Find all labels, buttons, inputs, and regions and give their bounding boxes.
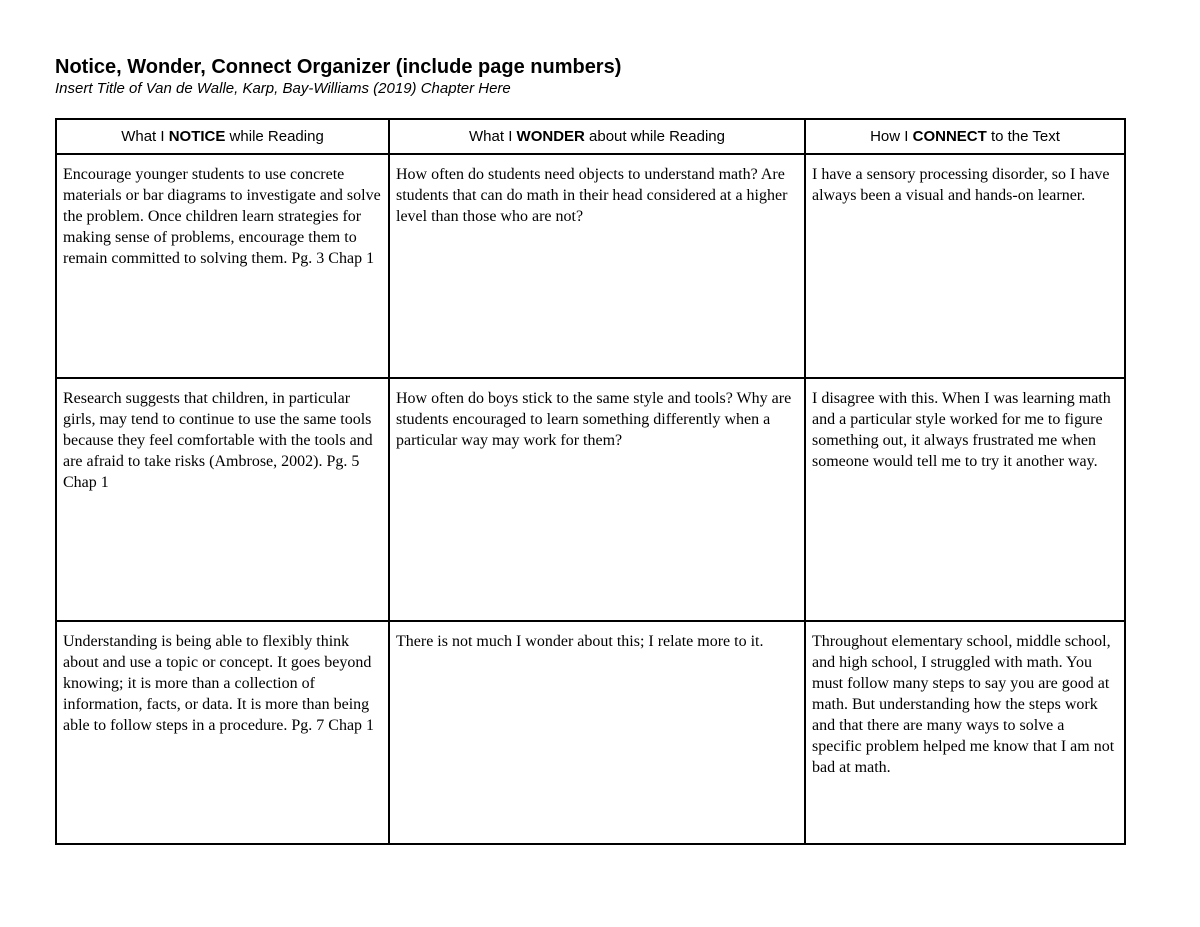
wonder-cell: How often do students need objects to understand math? Are students that can do math in their head considered at a higher level than those who are not? xyxy=(389,154,805,378)
organizer-table xyxy=(55,118,1126,845)
wonder-cell: There is not much I wonder about this; I relate more to it. xyxy=(389,621,805,844)
connect-cell: Throughout elementary school, middle school, and high school, I struggled with math. You must follow many steps to say you are good at math. But understanding how the steps work and that there are many ways to solve a specific problem helped me know that I am not bad at math. xyxy=(805,621,1125,844)
notice-cell: Encourage younger students to use concrete materials or bar diagrams to investigate and solve the problem. Once children learn strategies for making sense of problems, encourage them to remain committed to solving them. Pg. 3 Chap 1 xyxy=(56,154,389,378)
table-row xyxy=(56,378,1125,621)
wonder-cell: How often do boys stick to the same style and tools? Why are students encouraged to learn something differently when a particular way may work for them? xyxy=(389,378,805,621)
connect-cell: I disagree with this. When I was learning math and a particular style worked for me to figure something out, it always frustrated me when someone would tell me to try it another way. xyxy=(805,378,1125,621)
header-connect: How I CONNECT to the Text xyxy=(805,119,1125,154)
table-row xyxy=(56,154,1125,378)
header-wonder: What I WONDER about while Reading xyxy=(389,119,805,154)
notice-cell: Research suggests that children, in particular girls, may tend to continue to use the same tools because they feel comfortable with the tools and are afraid to take risks (Ambrose, 2002). Pg. 5 Chap 1 xyxy=(56,378,389,621)
document-title: Notice, Wonder, Connect Organizer (include page numbers) xyxy=(55,56,622,78)
connect-cell: I have a sensory processing disorder, so I have always been a visual and hands-on learner. xyxy=(805,154,1125,378)
document-subtitle: Insert Title of Van de Walle, Karp, Bay-Williams (2019) Chapter Here xyxy=(55,80,511,97)
header-notice: What I NOTICE while Reading xyxy=(56,119,389,154)
table-row xyxy=(56,621,1125,844)
header-row xyxy=(56,119,1125,154)
notice-cell: Understanding is being able to flexibly think about and use a topic or concept. It goes beyond knowing; it is more than a collection of information, facts, or data. It is more than being able to follow steps in a procedure. Pg. 7 Chap 1 xyxy=(56,621,389,844)
